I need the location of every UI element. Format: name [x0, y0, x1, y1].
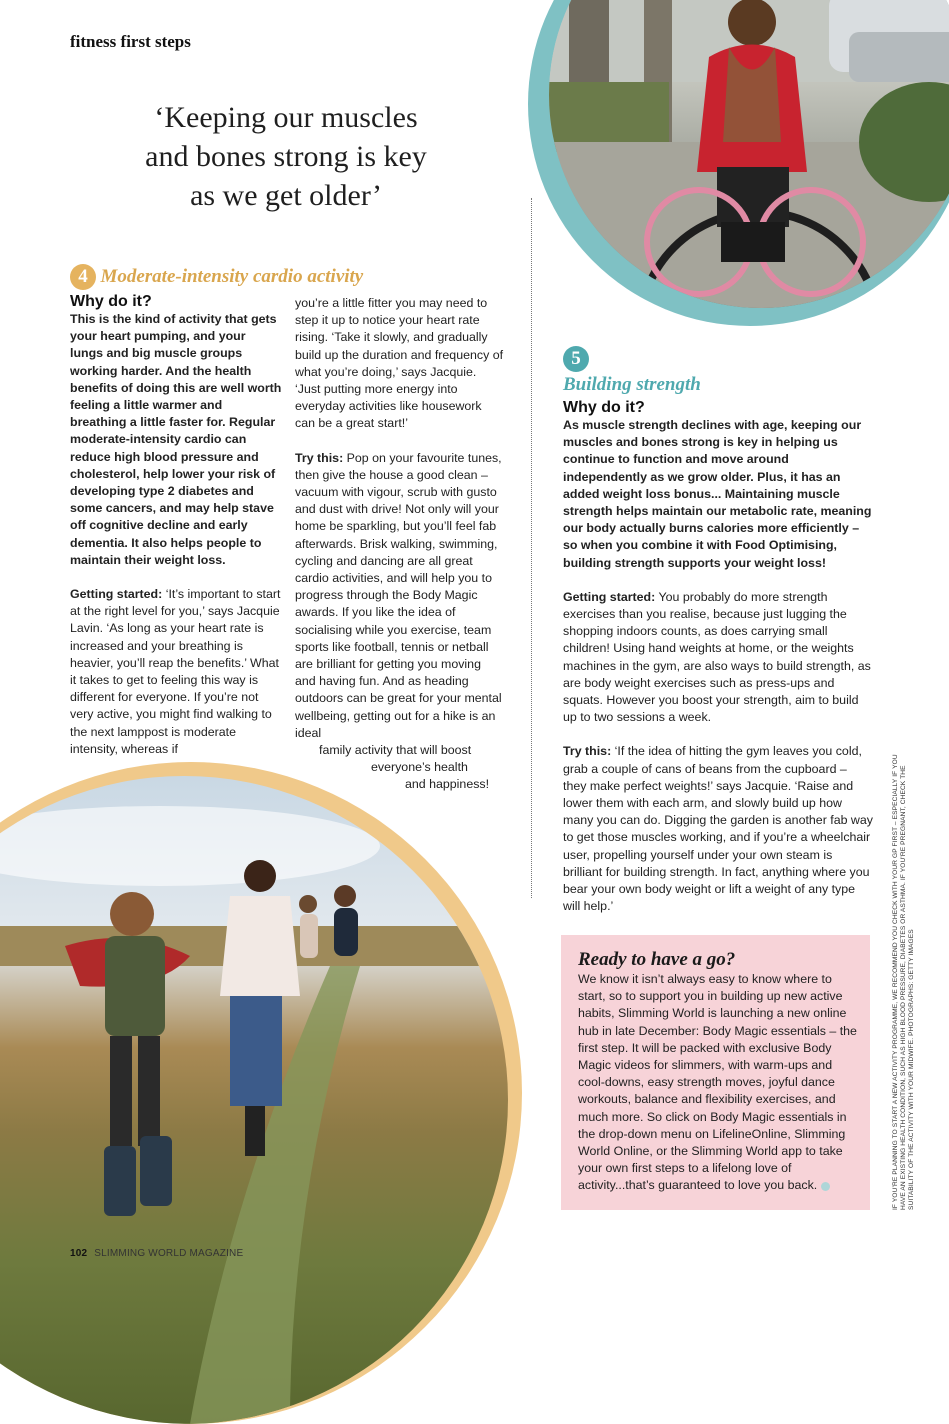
section5-try-this-text: ‘If the idea of hitting the gym leaves you cold, grab a couple of cans of beans from the cupboard – they make perfect weights!’ says Jacquie. ‘Raise and lower them with each arm, and slowly build up how many you can do. Digging the garden is another fab way to get those muscles working, and if you’re a wheelchair user, propelling yourself under your own steam is brilliant for building strength. In fact, anything where you bear your own body weight or lift a weight of any type will help.’ — [563, 744, 873, 914]
ready-to-have-a-go-box — [561, 935, 870, 1210]
section4-try-this-tail-1: family activity that will boost — [319, 743, 472, 758]
section5-try-this — [563, 743, 873, 915]
section4-try-this-tail-2: everyone’s health — [371, 760, 468, 775]
section4-getting-started — [70, 586, 282, 758]
section4-getting-started-continued: you’re a little fitter you may need to step it up to notice your heart rate rising. ‘Take it slowly, and gradually build up the duration and frequency of what you’re doing,’ says Jacquie. ‘Just putting more energy into everyday activities like housework can be a great start!’ — [295, 296, 504, 431]
magazine-name: SLIMMING WORLD MAGAZINE — [94, 1248, 244, 1259]
section4-why-text: This is the kind of activity that gets your heart pumping, and your lungs and big muscle groups working harder. And the health benefits of doing this are well worth feeling a little warmer and breathing a little faster for. Regular moderate-intensity cardio can reduce high blood pressure and cholesterol, help lower your risk of developing type 2 diabetes and some cancers, and may help stave off cognitive decline and early dementia. It also helps people to maintain their weight loss. — [70, 312, 282, 567]
section4-header — [70, 264, 520, 290]
ready-box-text — [578, 971, 860, 1195]
page-footer — [70, 1248, 243, 1259]
section4-try-this-tail-3: and happiness! — [405, 777, 490, 792]
section4-getting-started-label: Getting started: — [70, 587, 163, 602]
end-mark-icon — [821, 1182, 830, 1191]
family-photo — [0, 776, 508, 1424]
family-photo-illustration — [0, 776, 508, 1424]
ready-box-text-body: We know it isn’t always easy to know where to start, so to support you in building up new active habits, Slimming World is launching a new online hub in late December: Body Magic essentials – the first step. It will be packed with exclusive Body Magic videos for slimmers, with warm-ups and cool-downs, easy strength moves, joyful dance workouts, balance and flexibility exercises, and much more. So click on Body Magic essentials in the drop-down menu on LifelineOnline, Slimming World Online, or the Slimming World app to take your own first steps to a lifelong love of activity...that’s guaranteed to love you back. — [578, 972, 857, 1193]
section5-why-heading: Why do it? — [563, 399, 645, 416]
section4-try-this-label: Try this: — [295, 450, 344, 465]
section5-number-badge: 5 — [563, 346, 589, 372]
section4-column-left — [70, 293, 282, 758]
wheelchair-photo-frame — [528, 0, 949, 326]
pull-quote — [90, 98, 482, 215]
section-label: fitness first steps — [70, 32, 191, 51]
section4-number-badge: 4 — [70, 264, 96, 290]
section4-try-this-text: Pop on your favourite tunes, then give the house a good clean – vacuum with vigour, scrub with gusto and dust with drive! Not only will your home be sparkling, but you’ll feel fab afterwards. Brisk walking, swimming, cycling and dancing are all great cardio activities, and will help you to progress through the Body Magic awards. If you like the idea of socialising while you exercise, team sports like football, tennis or netball are brilliant for getting you moving and having fun. And as heading outdoors can be great for your mental wellbeing, getting out for a hike is an ideal — [295, 450, 502, 740]
ready-box-title: Ready to have a go? — [578, 949, 736, 970]
section5-why-text: As muscle strength declines with age, keeping our muscles and bones strong is key in helping us continue to function and move around independently as we grow older. Plus, it has an added weight loss bonus... Maintaining muscle strength helps maintain our metabolic rate, meaning our body actually burns calories more efficiently – so when you combine it with Food Optimising, building strength supports your weight loss! — [563, 418, 872, 570]
section5-try-this-label: Try this: — [563, 744, 612, 759]
section5-getting-started — [563, 589, 873, 727]
section4-why-heading: Why do it? — [70, 293, 152, 310]
section5-heading: Building strength — [563, 374, 701, 395]
wheelchair-photo — [549, 0, 949, 308]
section4-column-right — [295, 295, 505, 794]
pull-quote-line: as we get older’ — [190, 179, 382, 212]
column-divider — [531, 198, 532, 898]
section4-getting-started-text: ‘It’s important to start at the right level for you,’ says Jacquie Lavin. ‘As long as your heart rate is increased and your breathing is heavier, you’ll reap the benefits.’ What it takes to get to feeling this way is different for everyone. If you’re not very active, you might find walking to the next lamppost is moderate intensity, whereas if — [70, 587, 281, 756]
pull-quote-line: and bones strong is key — [145, 140, 427, 173]
ready-box-content — [578, 949, 860, 1195]
family-photo-frame — [0, 762, 522, 1424]
section4-heading: Moderate-intensity cardio activity — [100, 266, 364, 287]
section5 — [563, 346, 873, 915]
wheelchair-photo-illustration — [549, 0, 949, 308]
section5-getting-started-label: Getting started: — [563, 589, 656, 604]
disclaimer-vertical: IF YOU’RE PLANNING TO START A NEW ACTIVITY PROGRAMME, WE RECOMMEND YOU CHECK WITH YOUR GP FIRST – ESPECIALLY IF YOU HAVE AN EXISTING HEALTH CONDITION, SUCH AS HIGH BLOOD PRESSURE, DIABETES OR ASTHMA. IF YOU’RE PREGNANT, CHECK THE SUITABILITY OF THE ACTIVITY WITH YOUR MIDWIFE. PHOTOGRAPHS: GETTY IMAGES — [892, 754, 915, 1210]
section5-getting-started-text: You probably do more strength exercises than you realise, because just lugging the shopping indoors counts, as does carrying small children! Using hand weights at home, or the weights machines in the gym, are also ways to build strength, as are body weight exercises such as press-ups and squats. However you boost your strength, aim to build up to two sessions a week. — [563, 589, 871, 725]
page-number: 102 — [70, 1248, 88, 1259]
section4-try-this — [295, 450, 505, 742]
pull-quote-line: ‘Keeping our muscles — [154, 101, 418, 134]
